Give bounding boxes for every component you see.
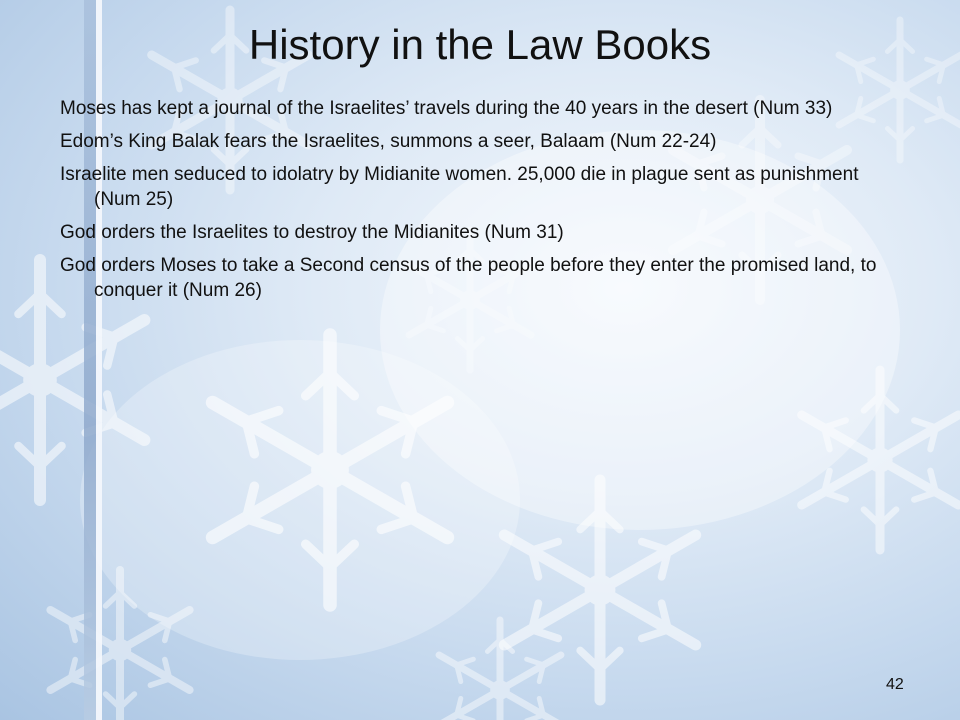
bullet-item: Moses has kept a journal of the Israelites’ travels during the 40 years in the desert (Num 33)	[60, 98, 833, 119]
bullet-item: Israelite men seduced to idolatry by Midianite women. 25,000 die in plague sent as punishment (Num 25)	[60, 164, 859, 210]
bullet-item: God orders the Israelites to destroy the Midianites (Num 31)	[60, 222, 564, 243]
slide-title: History in the Law Books	[248, 21, 712, 68]
page-number: 42	[886, 676, 904, 693]
bullet-item: God orders Moses to take a Second census of the people before they enter the promised land, to conquer it (Num 26)	[60, 255, 877, 301]
bullet-list	[60, 96, 910, 311]
bullet-item: Edom’s King Balak fears the Israelites, summons a seer, Balaam (Num 22-24)	[60, 131, 717, 152]
